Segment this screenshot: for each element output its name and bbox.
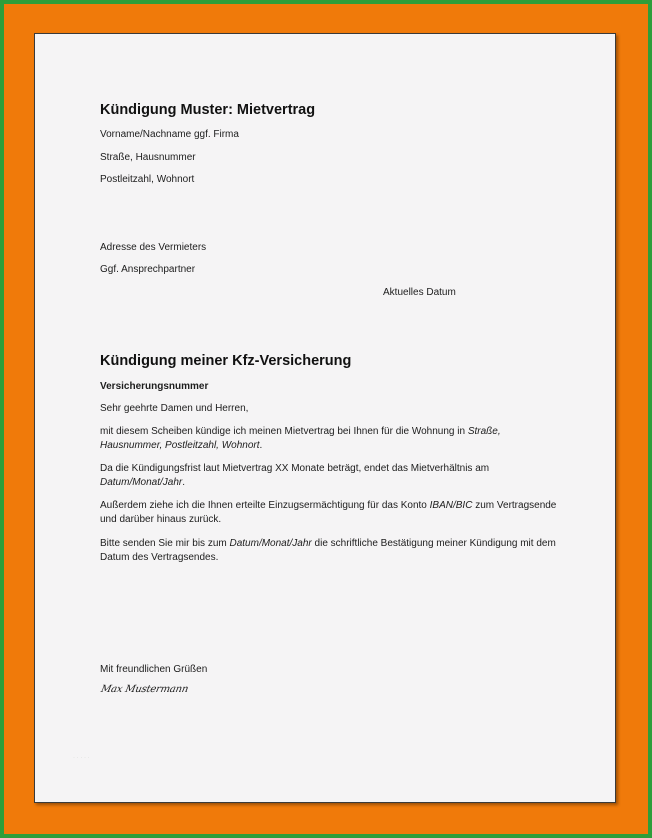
letter-subject: Kündigung meiner Kfz-Versicherung [100,353,352,369]
reference-line: Versicherungsnummer [100,381,209,392]
sender-city: Postleitzahl, Wohnort [100,174,195,185]
sender-name: Vorname/Nachname ggf. Firma [100,129,239,140]
page-watermark: · · · · · [73,755,90,761]
letter-title: Kündigung Muster: Mietvertrag [100,102,316,118]
paragraph-4: Bitte senden Sie mir bis zum Datum/Monat/Jahr die schriftliche Bestätigung meiner Kündigung mit dem Datum des Vertragsendes. [100,538,556,563]
closing: Mit freundlichen Grüßen [100,664,208,675]
paragraph-3: Außerdem ziehe ich die Ihnen erteilte Einzugsermächtigung für das Konto IBAN/BIC zum Vertragsende und darüber hinaus zurück. [100,500,557,525]
letter-page [34,33,616,803]
signature: Max Mustermann [99,684,190,695]
paragraph-2: Da die Kündigungsfrist laut Mietvertrag XX Monate beträgt, endet das Mietverhältnis am Datum/Monat/Jahr. [100,463,490,488]
salutation: Sehr geehrte Damen und Herren, [100,403,249,414]
letter-date: Aktuelles Datum [383,287,456,298]
recipient-address: Adresse des Vermieters [100,242,207,253]
paragraph-1: mit diesem Scheiben kündige ich meinen Mietvertrag bei Ihnen für die Wohnung in Straße, Hausnummer, Postleitzahl, Wohnort. [100,426,501,451]
sender-street: Straße, Hausnummer [100,152,196,163]
recipient-contact: Ggf. Ansprechpartner [100,264,196,275]
